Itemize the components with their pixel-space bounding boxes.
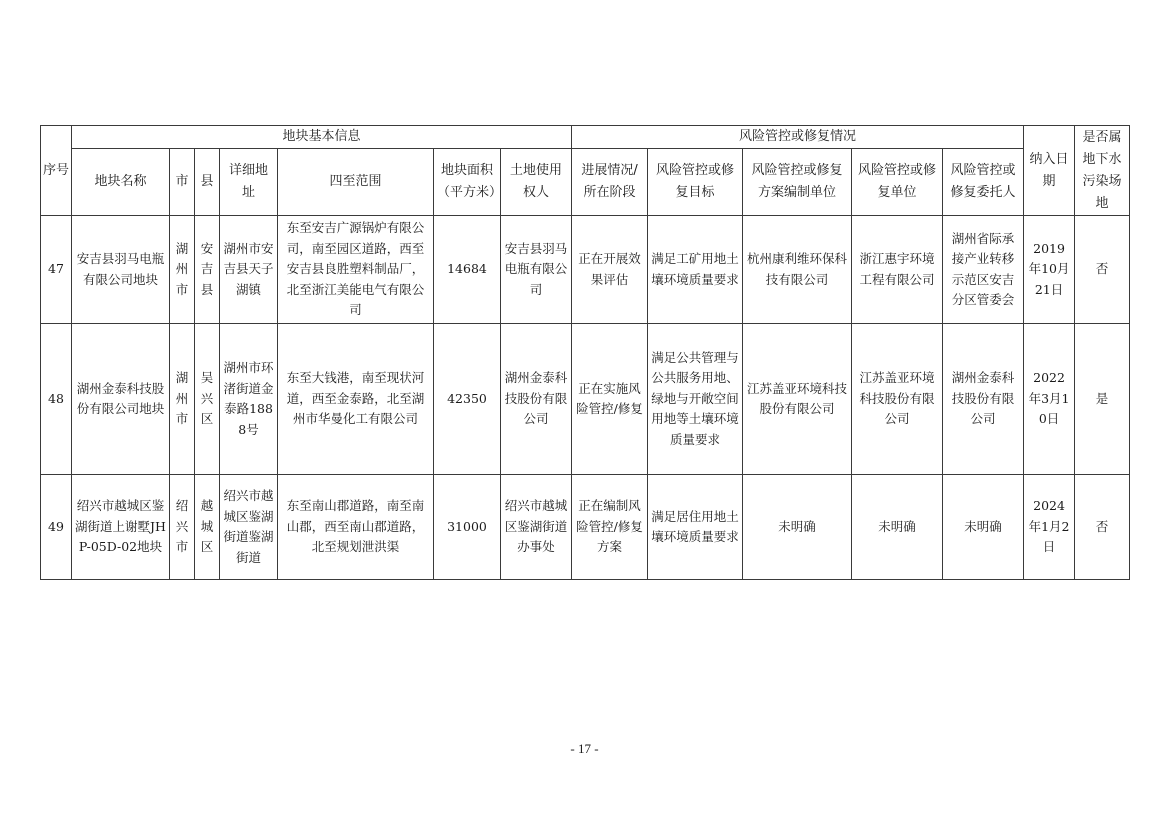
header-plan-unit: 风险管控或修复方案编制单位 [743, 149, 852, 216]
header-repair-unit: 风险管控或修复单位 [852, 149, 943, 216]
cell-progress: 正在实施风险管控/修复 [572, 324, 648, 475]
cell-county: 安吉县 [195, 216, 220, 324]
cell-land-user: 安吉县羽马电瓶有限公司 [501, 216, 572, 324]
cell-seq: 49 [41, 475, 72, 580]
cell-date: 2022年3月10日 [1024, 324, 1075, 475]
table-row [41, 324, 1130, 475]
cell-target: 满足居住用地土壤环境质量要求 [648, 475, 743, 580]
cell-address: 绍兴市越城区鉴湖街道鉴湖街道 [220, 475, 278, 580]
cell-date: 2024年1月2日 [1024, 475, 1075, 580]
cell-name: 安吉县羽马电瓶有限公司地块 [72, 216, 170, 324]
cell-seq: 48 [41, 324, 72, 475]
header-row-groups [41, 126, 1130, 149]
cell-city: 绍兴市 [170, 475, 195, 580]
cell-target: 满足公共管理与公共服务用地、绿地与开敞空间用地等土壤环境质量要求 [648, 324, 743, 475]
header-inclusion-date: 纳入日期 [1024, 126, 1075, 216]
contaminated-sites-table [40, 125, 1130, 580]
cell-groundwater: 是 [1075, 324, 1130, 475]
cell-name: 湖州金泰科技股份有限公司地块 [72, 324, 170, 475]
header-city: 市 [170, 149, 195, 216]
cell-repair-unit: 江苏盖亚环境科技股份有限公司 [852, 324, 943, 475]
header-risk-control: 风险管控或修复情况 [572, 126, 1024, 149]
cell-date: 2019年10月21日 [1024, 216, 1075, 324]
cell-groundwater: 否 [1075, 475, 1130, 580]
cell-land-user: 湖州金泰科技股份有限公司 [501, 324, 572, 475]
cell-target: 满足工矿用地土壤环境质量要求 [648, 216, 743, 324]
cell-boundaries: 东至南山郡道路，南至南山郡，西至南山郡道路，北至规划泄洪渠 [278, 475, 434, 580]
cell-client: 未明确 [943, 475, 1024, 580]
cell-progress: 正在开展效果评估 [572, 216, 648, 324]
cell-repair-unit: 未明确 [852, 475, 943, 580]
header-client: 风险管控或修复委托人 [943, 149, 1024, 216]
header-county: 县 [195, 149, 220, 216]
page-number: - 17 - [570, 741, 599, 756]
cell-plan-unit: 未明确 [743, 475, 852, 580]
cell-area: 42350 [434, 324, 501, 475]
header-progress: 进展情况/所在阶段 [572, 149, 648, 216]
table-row [41, 475, 1130, 580]
header-row-columns [41, 149, 1130, 216]
cell-plan-unit: 江苏盖亚环境科技股份有限公司 [743, 324, 852, 475]
cell-land-user: 绍兴市越城区鉴湖街道办事处 [501, 475, 572, 580]
cell-client: 湖州省际承接产业转移示范区安吉分区管委会 [943, 216, 1024, 324]
header-boundaries: 四至范围 [278, 149, 434, 216]
header-basic-info: 地块基本信息 [72, 126, 572, 149]
cell-name: 绍兴市越城区鉴湖街道上谢墅JHP-05D-02地块 [72, 475, 170, 580]
cell-address: 湖州市安吉县天子湖镇 [220, 216, 278, 324]
cell-groundwater: 否 [1075, 216, 1130, 324]
header-seq: 序号 [41, 126, 72, 216]
cell-city: 湖州市 [170, 216, 195, 324]
cell-county: 越城区 [195, 475, 220, 580]
cell-county: 吴兴区 [195, 324, 220, 475]
cell-client: 湖州金泰科技股份有限公司 [943, 324, 1024, 475]
header-area: 地块面积（平方米） [434, 149, 501, 216]
cell-plan-unit: 杭州康利维环保科技有限公司 [743, 216, 852, 324]
cell-boundaries: 东至大钱港，南至现状河道，西至金泰路，北至湖州市华曼化工有限公司 [278, 324, 434, 475]
cell-repair-unit: 浙江惠宇环境工程有限公司 [852, 216, 943, 324]
cell-area: 14684 [434, 216, 501, 324]
cell-boundaries: 东至安吉广源锅炉有限公司，南至园区道路，西至安吉县良胜塑料制品厂，北至浙江美能电气有限公司 [278, 216, 434, 324]
cell-seq: 47 [41, 216, 72, 324]
cell-area: 31000 [434, 475, 501, 580]
cell-city: 湖州市 [170, 324, 195, 475]
header-target: 风险管控或修复目标 [648, 149, 743, 216]
cell-address: 湖州市环渚街道金泰路1888号 [220, 324, 278, 475]
cell-progress: 正在编制风险管控/修复方案 [572, 475, 648, 580]
header-name: 地块名称 [72, 149, 170, 216]
header-land-user: 土地使用权人 [501, 149, 572, 216]
header-groundwater: 是否属地下水污染场地 [1075, 126, 1130, 216]
header-address: 详细地址 [220, 149, 278, 216]
table-row [41, 216, 1130, 324]
